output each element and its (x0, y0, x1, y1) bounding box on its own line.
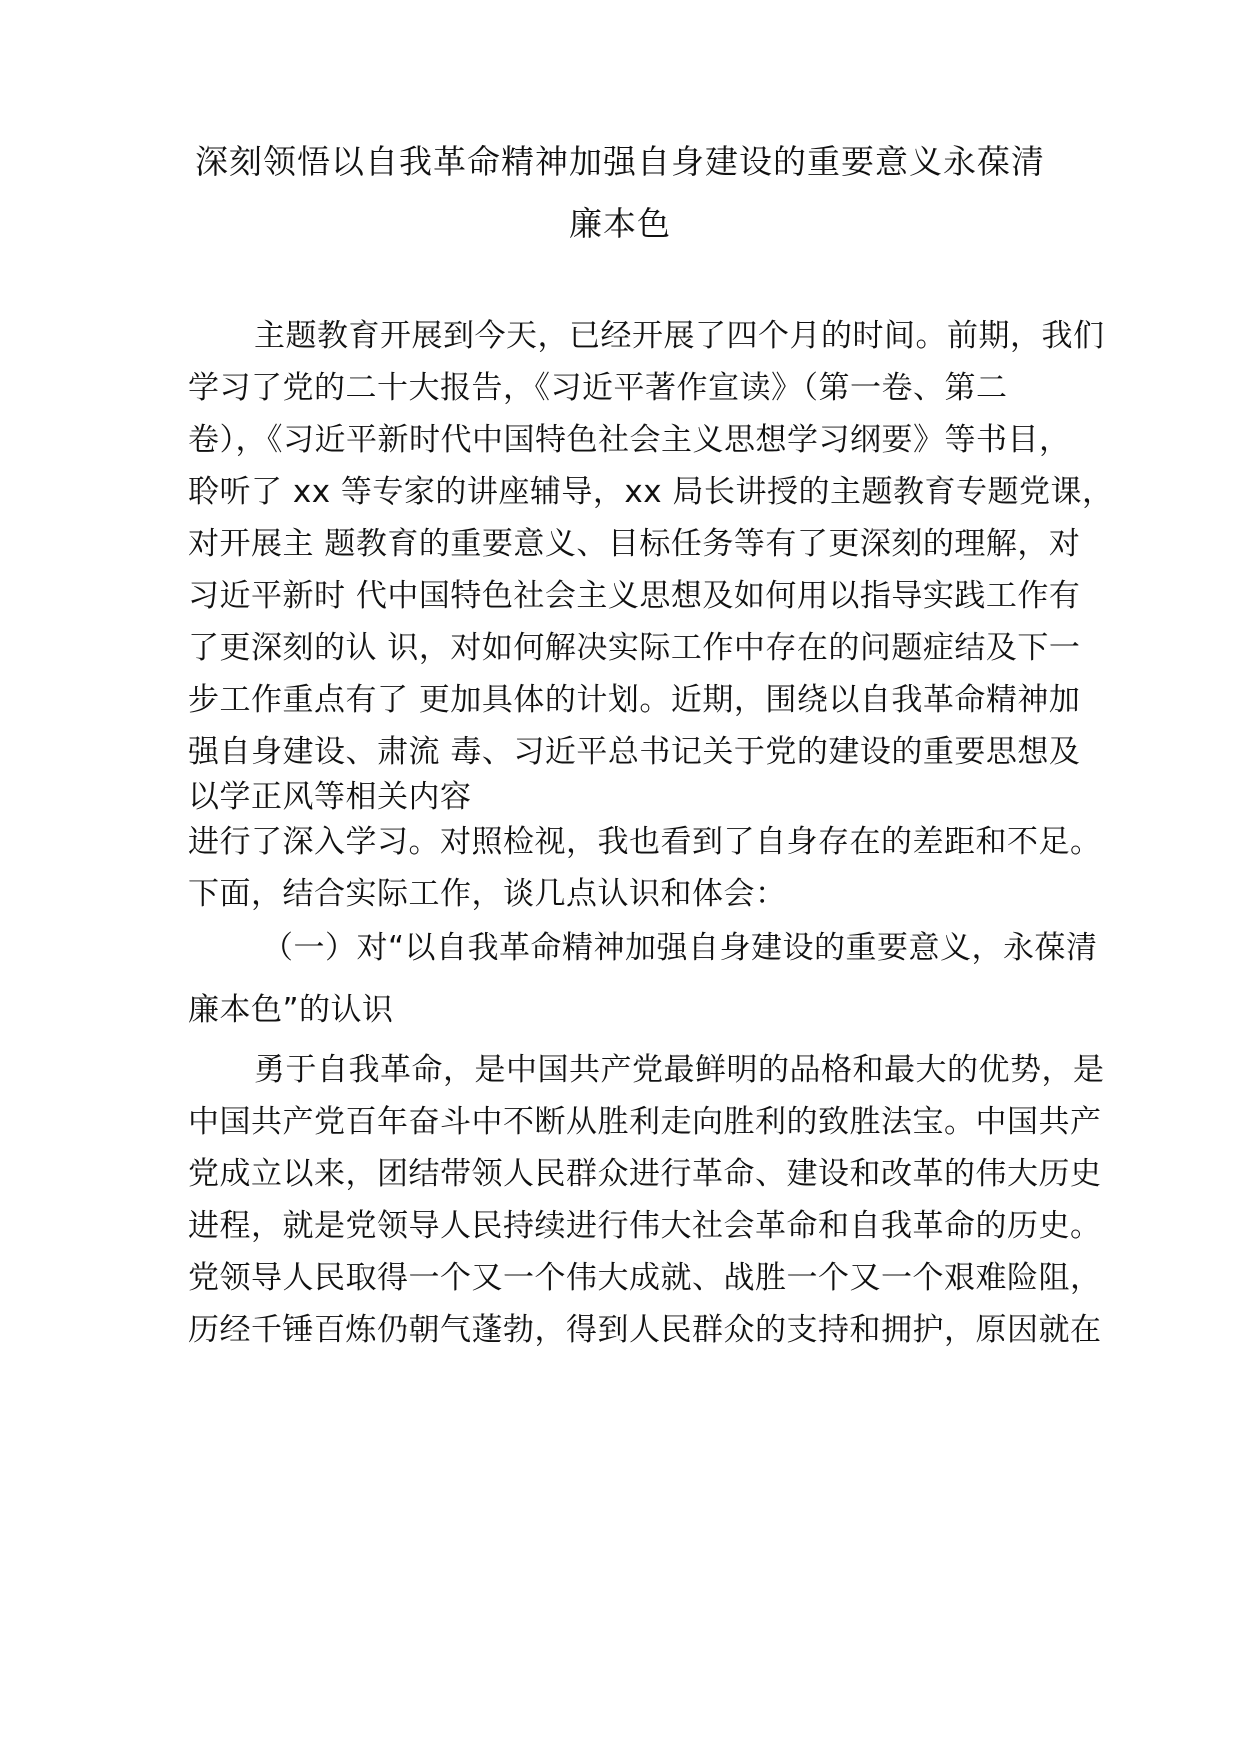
paragraph-1-line-9: 强自身建设、肃流 毒、习近平总书记关于党的建设的重要思想及 (188, 734, 1081, 770)
paragraph-1-line-5: 对开展主 题教育的重要意义、目标任务等有了更深刻的理解，对 (188, 526, 1081, 562)
paragraph-1-line-6: 习近平新时 代中国特色社会主义思想及如何用以指导实践工作有 (188, 578, 1081, 614)
document-title-line-2: 廉本色 (569, 204, 671, 243)
section-heading-line-2: 廉本色”的认识 (188, 992, 394, 1028)
paragraph-2-line-3: 党成立以来，团结带领人民群众进行革命、建设和改革的伟大历史 (188, 1156, 1102, 1192)
paragraph-1-line-8: 步工作重点有了 更加具体的计划。近期，围绕以自我革命精神加 (188, 682, 1081, 718)
paragraph-1-line-4: 聆听了 xx 等专家的讲座辅导，xx 局长讲授的主题教育专题党课， (188, 474, 1114, 510)
paragraph-1-line-12: 下面，结合实际工作，谈几点认识和体会： (188, 876, 787, 912)
paragraph-1-line-2: 学习了党的二十大报告，《习近平著作宣读》（第一卷、第二 (188, 370, 1008, 406)
document-title-line-1: 深刻领悟以自我革命精神加强自身建设的重要意义永葆清 (195, 142, 1045, 181)
paragraph-1-line-3: 卷），《习近平新时代中国特色社会主义思想学习纲要》等书目， (188, 422, 1071, 458)
paragraph-2-line-1: 勇于自我革命，是中国共产党最鲜明的品格和最大的优势，是 (254, 1052, 1105, 1088)
paragraph-1-line-1: 主题教育开展到今天，已经开展了四个月的时间。前期，我们 (254, 318, 1105, 354)
paragraph-2-line-6: 历经千锤百炼仍朝气蓬勃，得到人民群众的支持和拥护，原因就在 (188, 1312, 1102, 1348)
paragraph-1-line-11: 进行了深入学习。对照检视，我也看到了自身存在的差距和不足。 (188, 824, 1102, 860)
section-heading-line-1: （一）对“以自我革命精神加强自身建设的重要意义，永葆清 (262, 930, 1098, 966)
paragraph-1-line-7: 了更深刻的认 识，对如何解决实际工作中存在的问题症结及下一 (188, 630, 1081, 666)
paragraph-2-line-4: 进程，就是党领导人民持续进行伟大社会革命和自我革命的历史。 (188, 1208, 1102, 1244)
paragraph-2-line-5: 党领导人民取得一个又一个伟大成就、战胜一个又一个艰难险阻， (188, 1260, 1102, 1296)
paragraph-2-line-2: 中国共产党百年奋斗中不断从胜利走向胜利的致胜法宝。中国共产 (188, 1104, 1102, 1140)
paragraph-1-line-10: 以学正风等相关内容 (188, 779, 472, 815)
